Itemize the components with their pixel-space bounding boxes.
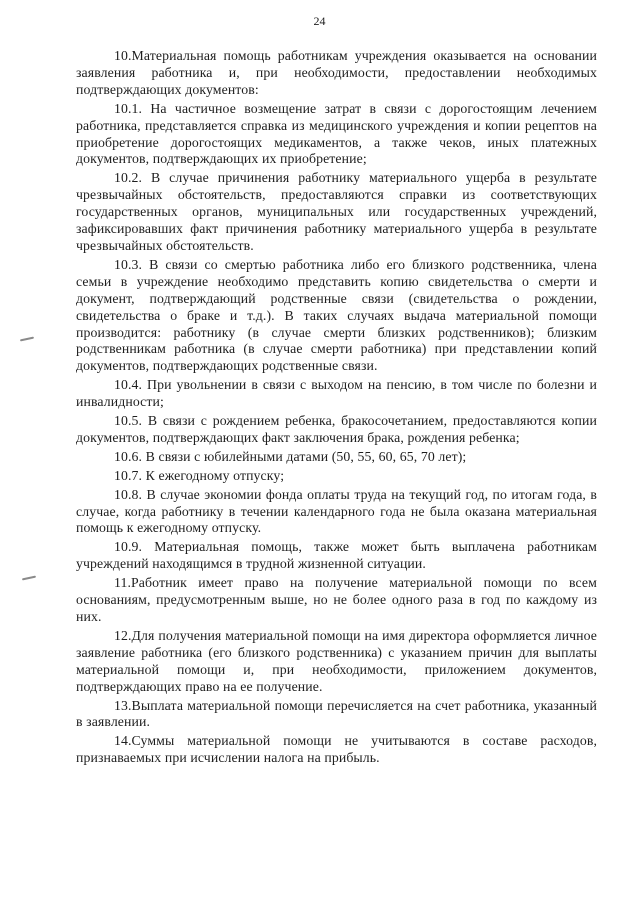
scan-mark (20, 337, 34, 342)
paragraph-10-3: 10.3. В связи со смертью работника либо его близкого родственника, члена семьи в учреждение необходимо представить копию свидетельства о смерти и документ, подтверждающий родственные связи (свидетельства о рождении, свидетельства о браке и т.д.). В таких случаях выдача материальной помощи производится: работнику (в случае смерти близких родственников); близким родственникам работника (в случае смерти работника) при представлении копий документов, подтверждающих родственные связи. (76, 256, 597, 374)
paragraph-13: 13.Выплата материальной помощи перечисляется на счет работника, указанный в заявлении. (76, 697, 597, 730)
paragraph-10-4: 10.4. При увольнении в связи с выходом на пенсию, в том числе по болезни и инвалидности; (76, 377, 597, 410)
paragraph-10-8: 10.8. В случае экономии фонда оплаты труда на текущий год, по итогам года, в случае, когда работнику в течении календарного года не была оказана материальная помощь к ежегодному отпуску. (76, 486, 597, 536)
paragraph-10-7: 10.7. К ежегодному отпуску; (114, 467, 285, 483)
paragraph-10: 10.Материальная помощь работникам учреждения оказывается на основании заявления работника и, при необходимости, предоставлении необходимых подтверждающих документов: (76, 48, 597, 97)
paragraph-10-1: 10.1. На частичное возмещение затрат в связи с дорогостоящим лечением работника, представляется справка из медицинского учреждения и копии рецептов на приобретение дорогостоящих медикаментов, а также чеков, иных платежных документов, подтверждающих их приобретение; (76, 100, 597, 167)
paragraph-12: 12.Для получения материальной помощи на имя директора оформляется личное заявление работника (его близкого родственника) с указанием причин для выплаты материальной помощи и, при необходимости, приложением документов, подтверждающих право на ее получение. (76, 627, 597, 694)
paragraph-14: 14.Суммы материальной помощи не учитываются в составе расходов, признаваемых при исчислении налога на прибыль. (76, 733, 597, 766)
page-number: 24 (313, 14, 326, 28)
document-body (76, 48, 597, 769)
paragraph-10-5: 10.5. В связи с рождением ребенка, бракосочетанием, предоставляются копии документов, подтверждающих факт заключения брака, рождения ребенка; (76, 413, 597, 445)
paragraph-10-2: 10.2. В случае причинения работнику материального ущерба в результате чрезвычайных обстоятельств, предоставляются справки из соответствующих государственных органов, муниципальных или государственных учреждений, зафиксировавших факт причинения работнику материального ущерба в результате чрезвычайных обстоятельств. (76, 170, 597, 253)
paragraph-10-6: 10.6. В связи с юбилейными датами (50, 55, 60, 65, 70 лет); (114, 448, 467, 464)
scan-mark (22, 576, 36, 581)
paragraph-11: 11.Работник имеет право на получение материальной помощи по всем основаниям, предусмотренным выше, но не более одного раза в год по каждому из них. (76, 575, 597, 624)
paragraph-10-9: 10.9. Материальная помощь, также может быть выплачена работникам учреждений находящимся в трудной жизненной ситуации. (76, 539, 597, 572)
